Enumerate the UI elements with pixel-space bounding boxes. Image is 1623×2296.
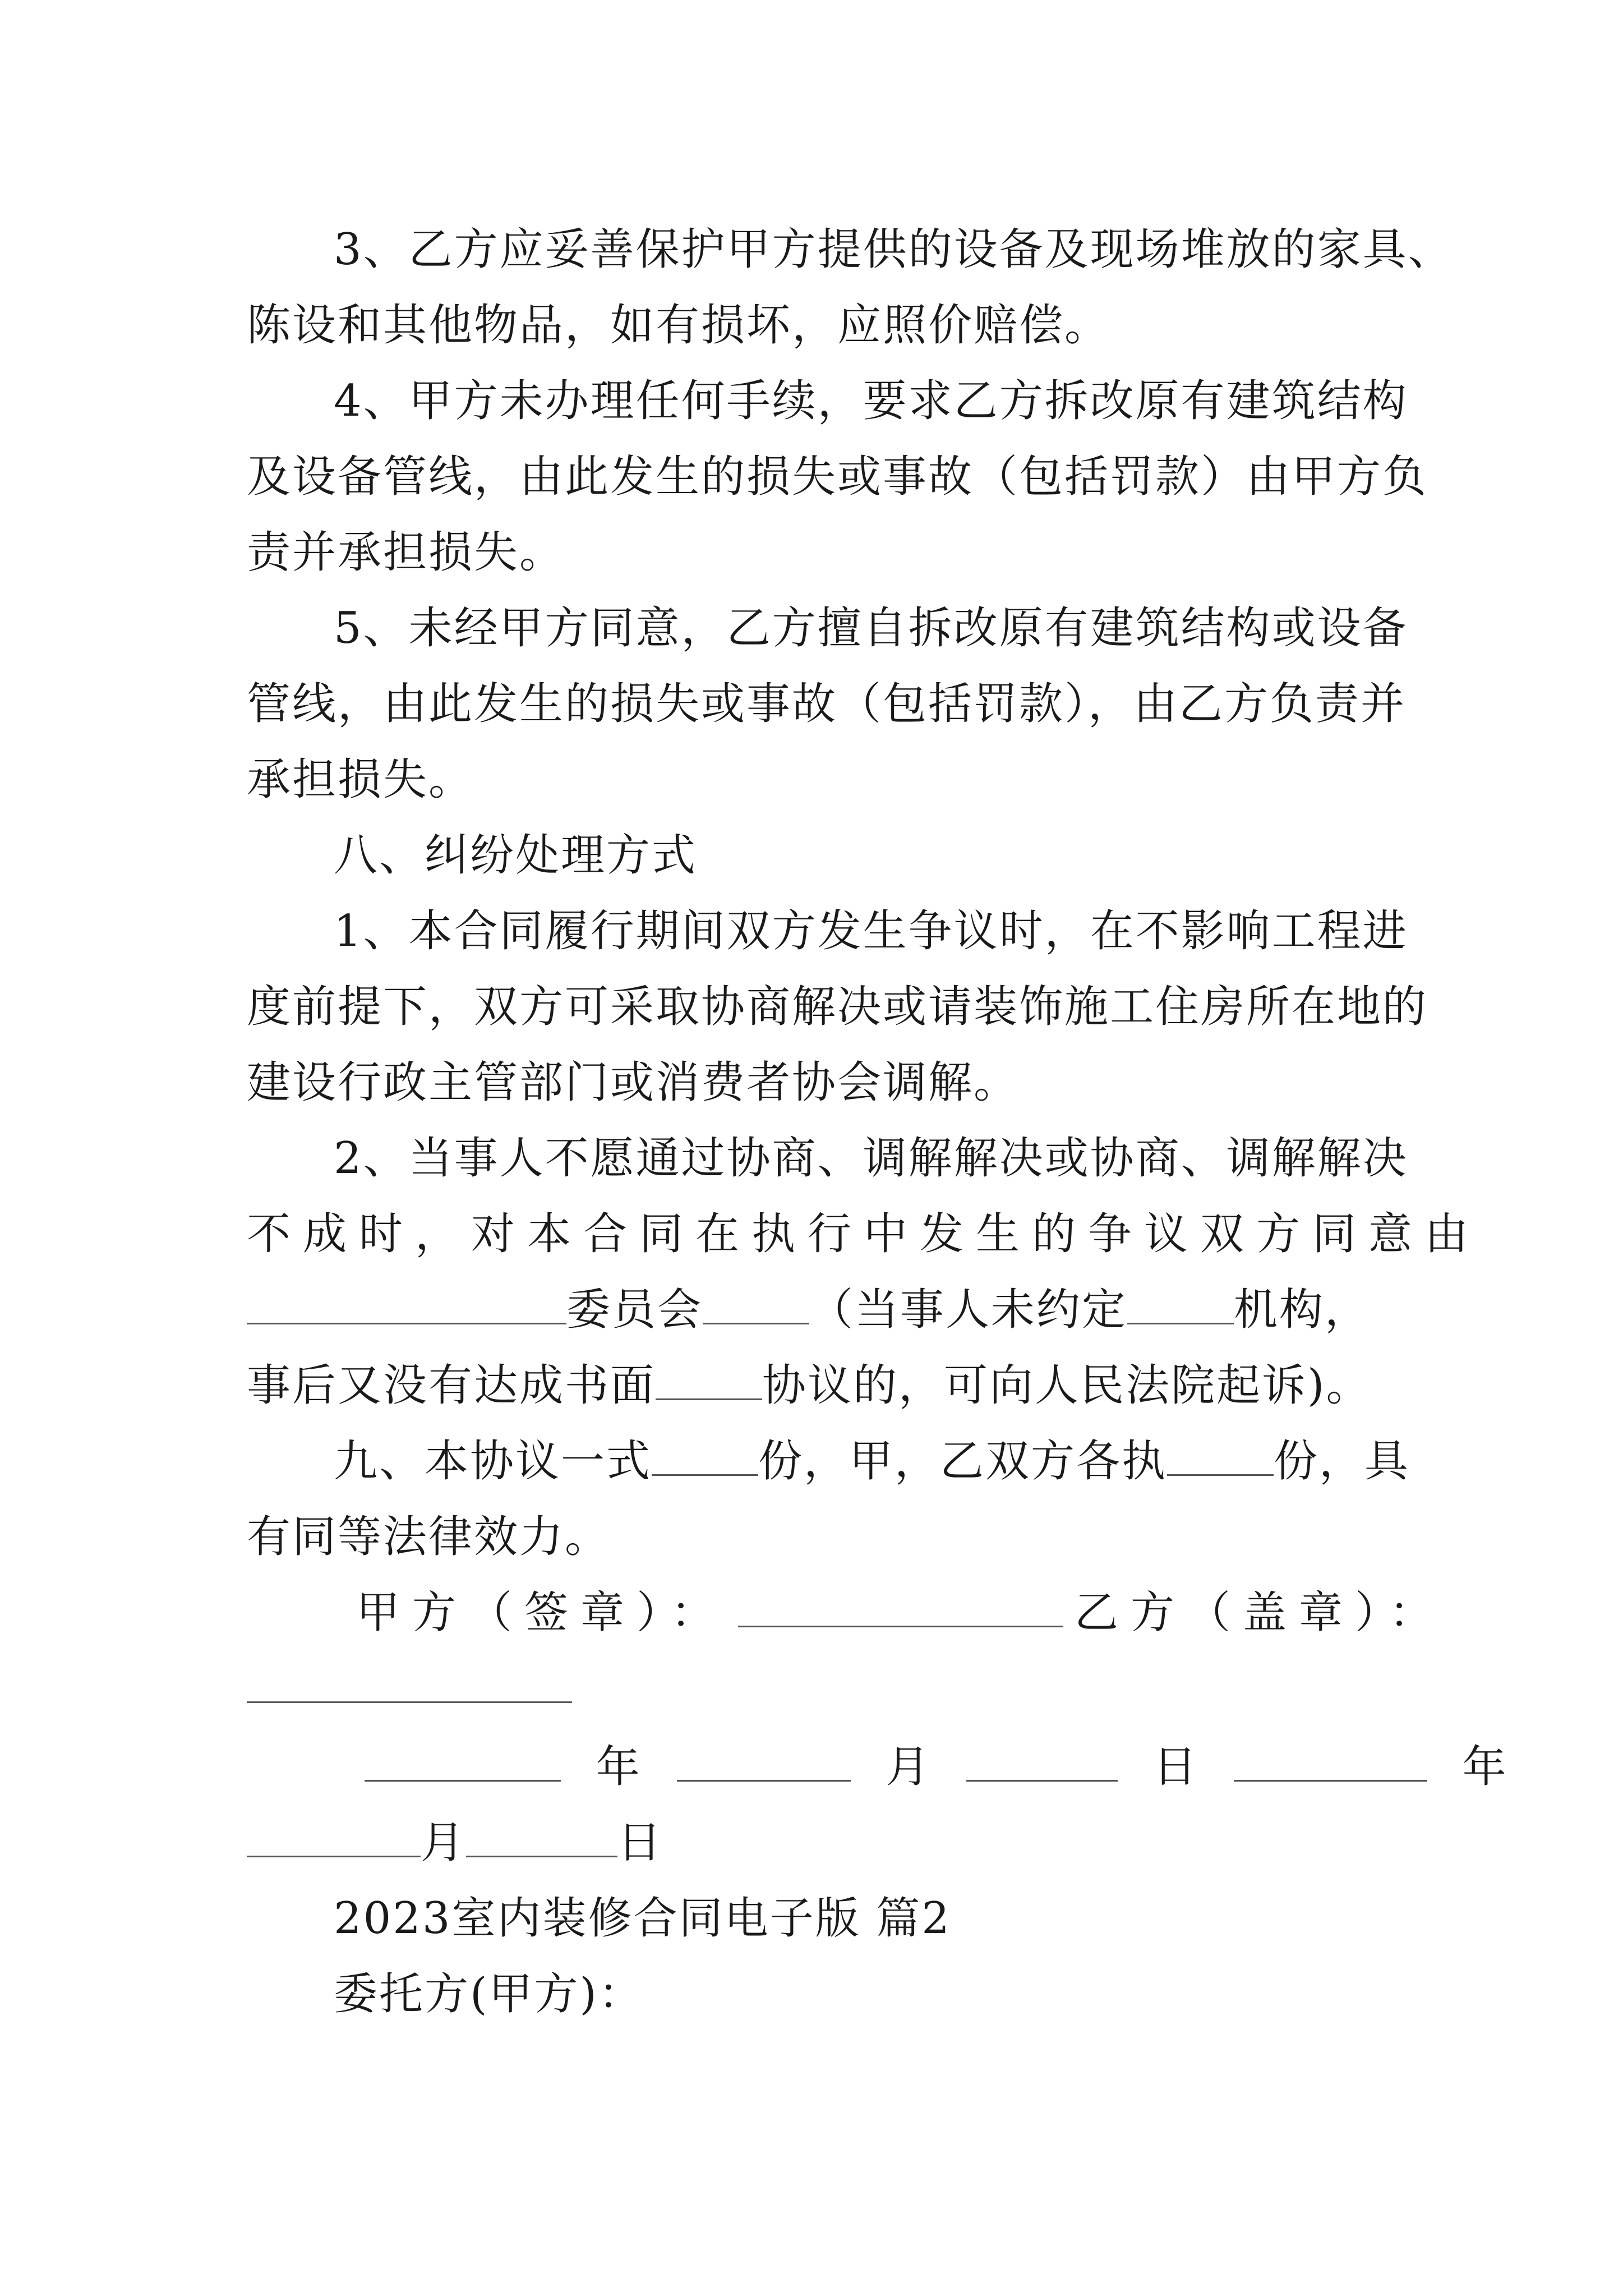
party-a-sign-label: 甲方（签章）： — [356, 1588, 727, 1638]
para-3-line-1: 3、乙方应妥善保护甲方提供的设备及现场堆放的家具、 — [334, 224, 1454, 275]
date-line-2 — [247, 1815, 1385, 1871]
blank-copies — [652, 1435, 758, 1476]
para-4-line-3: 责并承担损失。 — [247, 527, 565, 578]
blank-party-a-sign — [738, 1586, 1063, 1627]
date-year-label-b: 年 — [1462, 1742, 1508, 1792]
section-8-2-line-4 — [247, 1358, 1385, 1414]
date-month-label-a: 月 — [886, 1742, 932, 1792]
copies-label: 九、本协议一式 — [334, 1436, 652, 1487]
blank-b-year — [1234, 1741, 1427, 1782]
blank-arbitration — [703, 1283, 809, 1324]
section-8-2-line-1: 2、当事人不愿通过协商、调解解决或协商、调解解决 — [334, 1133, 1408, 1184]
date-month-label-b: 月 — [421, 1818, 467, 1868]
copies-tail: 份，具 — [1274, 1436, 1410, 1487]
date-day-label-b: 日 — [617, 1818, 663, 1868]
para-4-line-1: 4、甲方未办理任何手续，要求乙方拆改原有建筑结构 — [334, 376, 1408, 426]
blank-agreement — [656, 1359, 762, 1400]
blank-party-b-sign — [247, 1669, 572, 1703]
section-8-1-line-1: 1、本合同履行期间双方发生争议时，在不影响工程进 — [334, 906, 1408, 956]
blank-committee — [247, 1283, 566, 1324]
date-day-label-a: 日 — [1153, 1742, 1199, 1792]
section-8-1-line-3: 建设行政主管部门或消费者协会调解。 — [247, 1057, 1020, 1108]
committee-label: 委员会 — [566, 1285, 703, 1335]
para-5-line-3: 承担损失。 — [247, 754, 474, 805]
blank-institution — [1127, 1283, 1234, 1324]
blank-b-month — [247, 1816, 421, 1857]
section-9-line-2: 有同等法律效力。 — [247, 1512, 611, 1562]
section-8-2-line-3 — [247, 1282, 1385, 1338]
unspecified-label: （当事人未约定 — [809, 1285, 1128, 1335]
written-label: 事后又没有达成书面 — [247, 1360, 656, 1411]
para-4-line-2: 及设备管线，由此发生的损失或事故（包括罚款）由甲方负 — [247, 452, 1428, 502]
date-line — [365, 1739, 1508, 1795]
para-5-line-2: 管线，由此发生的损失或事故（包括罚款），由乙方负责并 — [247, 679, 1407, 729]
signature-line — [356, 1585, 1446, 1641]
blank-a-day — [966, 1741, 1118, 1782]
section-8-2-line-2: 不成时，对本合同在执行中发生的争议双方同意由 — [247, 1209, 1481, 1259]
signature-continuation — [247, 1660, 1385, 1694]
party-b-sign-label: 乙方（盖章）： — [1075, 1588, 1446, 1638]
part-2-heading: 2023室内装修合同电子版 篇2 — [334, 1893, 951, 1944]
blank-a-month — [677, 1741, 851, 1782]
section-9-line-1 — [334, 1433, 1472, 1489]
blank-b-day — [466, 1816, 617, 1857]
section-8-1-line-2: 度前提下，双方可采取协商解决或请装饰施工住房所在地的 — [247, 982, 1428, 1032]
blank-each-copies — [1167, 1435, 1274, 1476]
client-party-line: 委托方(甲方)： — [334, 1969, 644, 2019]
court-clause: 协议的，可向人民法院起诉)。 — [762, 1360, 1372, 1411]
date-year-label-a: 年 — [596, 1742, 642, 1792]
section-8-heading: 八、纠纷处理方式 — [334, 830, 698, 881]
institution-label: 机构， — [1234, 1285, 1371, 1335]
para-3-line-2: 陈设和其他物品，如有损坏，应照价赔偿。 — [247, 300, 1110, 351]
blank-a-year — [365, 1741, 561, 1782]
each-holds-label: 份，甲，乙双方各执 — [758, 1436, 1168, 1487]
para-5-line-1: 5、未经甲方同意，乙方擅自拆改原有建筑结构或设备 — [334, 603, 1408, 654]
